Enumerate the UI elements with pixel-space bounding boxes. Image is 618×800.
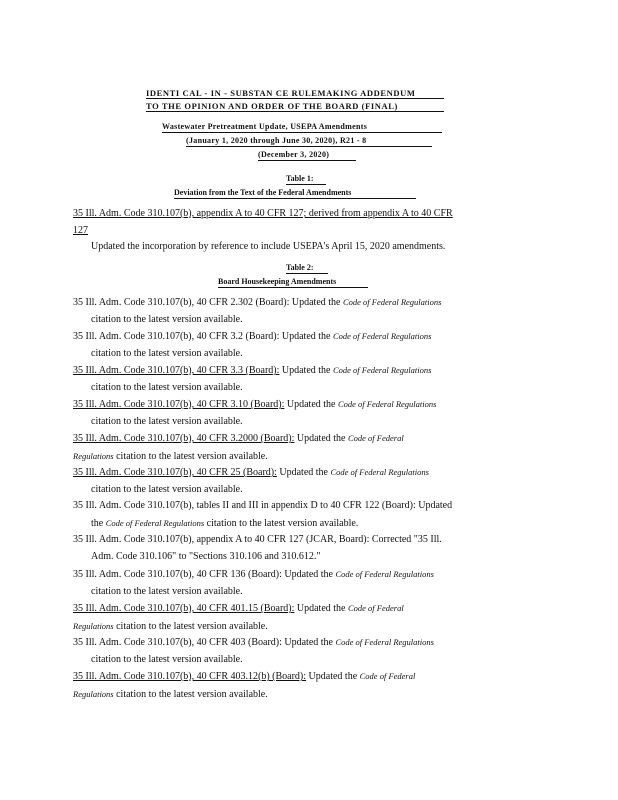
entry-citation: 35 Ill. Adm. Code 310.107(b), 40 CFR 25 (Board): xyxy=(73,467,277,478)
subtitle-line3: (December 3, 2020) xyxy=(258,150,330,159)
subtitle-underline-3 xyxy=(258,160,356,161)
entry-citation: 35 Ill. Adm. Code 310.107(b), 40 CFR 401.15 (Board): xyxy=(73,603,295,614)
entry-citation: 35 Ill. Adm. Code 310.107(b), 40 CFR 136 (Board): xyxy=(73,569,282,580)
table2-entry-11: 35 Ill. Adm. Code 310.107(b), 40 CFR 403 (Board): Updated the Code of Federal Regulations citation to the latest version available. xyxy=(73,637,434,665)
addendum-title-line1: IDENTI CAL - IN - SUBSTAN CE RULEMAKING ADDENDUM xyxy=(146,88,416,98)
subtitle-underline-1 xyxy=(162,132,442,133)
table2-entry-2: 35 Ill. Adm. Code 310.107(b), 40 CFR 3.2 (Board): Updated the Code of Federal Regulations citation to the latest version available. xyxy=(73,331,432,359)
table2-caption-underline xyxy=(218,287,368,288)
table2-label: Table 2: xyxy=(286,263,314,272)
table2-entry-7: 35 Ill. Adm. Code 310.107(b), tables II and III in appendix D to 40 CFR 122 (Board): Updated the Code of Federal Regulations citation to the latest version available. xyxy=(73,500,453,529)
title-underline-1 xyxy=(146,98,444,99)
table1-entry xyxy=(73,206,543,256)
subtitle-underline-2 xyxy=(186,146,432,147)
subtitle-line2: (January 1, 2020 through June 30, 2020), R21 - 8 xyxy=(186,136,367,145)
addendum-title-line2: TO THE OPINION AND ORDER OF THE BOARD (FINAL) xyxy=(146,101,398,111)
table2-entry-10: 35 Ill. Adm. Code 310.107(b), 40 CFR 401.15 (Board): Updated the Code of Federal Regulations citation to the latest version available. xyxy=(73,603,404,632)
table1-caption: Deviation from the Text of the Federal Amendments xyxy=(174,188,352,197)
table2-label-underline xyxy=(286,273,328,274)
title-underline-2 xyxy=(146,111,444,112)
table2-entry-8: 35 Ill. Adm. Code 310.107(b), appendix A to 40 CFR 127 (JCAR, Board): Corrected "35 Ill. Adm. Code 310.106" to "Sections 310.106 and 310.612." xyxy=(73,532,543,565)
table2-entry-5: 35 Ill. Adm. Code 310.107(b), 40 CFR 3.2000 (Board): Updated the Code of Federal Regulations citation to the latest version available. xyxy=(73,433,404,462)
table1-label-underline xyxy=(286,184,326,185)
entry-citation: 35 Ill. Adm. Code 310.107(b), 40 CFR 3.2 (Board): xyxy=(73,331,280,342)
subtitle-line1: Wastewater Pretreatment Update, USEPA Amendments xyxy=(162,122,368,131)
table2-entry-12: 35 Ill. Adm. Code 310.107(b), 40 CFR 403.12(b) (Board): Updated the Code of Federal Regulations citation to the latest version available. xyxy=(73,671,416,700)
table2-entry-4: 35 Ill. Adm. Code 310.107(b), 40 CFR 3.10 (Board): Updated the Code of Federal Regulations citation to the latest version available. xyxy=(73,399,437,427)
entry-citation: 35 Ill. Adm. Code 310.107(b), 40 CFR 3.2000 (Board): xyxy=(73,433,295,444)
entry-citation: 35 Ill. Adm. Code 310.107(b), tables II and III in appendix D to 40 CFR 122 (Board): xyxy=(73,500,416,511)
table2-entry-9: 35 Ill. Adm. Code 310.107(b), 40 CFR 136 (Board): Updated the Code of Federal Regulations citation to the latest version available. xyxy=(73,569,434,597)
entry-citation: 35 Ill. Adm. Code 310.107(b), 40 CFR 3.3 (Board): xyxy=(73,365,280,376)
table1-label: Table 1: xyxy=(286,174,314,183)
entry-citation: 35 Ill. Adm. Code 310.107(b), 40 CFR 403.12(b) (Board): xyxy=(73,671,307,682)
table1-entry-line2: 127 xyxy=(73,224,88,236)
table2-entry-1: 35 Ill. Adm. Code 310.107(b), 40 CFR 2.302 (Board): Updated the Code of Federal Regulations citation to the latest version available. xyxy=(73,297,442,325)
entry-citation: 35 Ill. Adm. Code 310.107(b), 40 CFR 3.10 (Board): xyxy=(73,399,285,410)
table2-caption: Board Housekeeping Amendments xyxy=(218,277,337,286)
table2-entry-6: 35 Ill. Adm. Code 310.107(b), 40 CFR 25 (Board): Updated the Code of Federal Regulations citation to the latest version available. xyxy=(73,467,429,495)
table1-entry-line1: 35 Ill. Adm. Code 310.107(b), appendix A to 40 CFR 127; derived from appendix A to 40 CFR xyxy=(73,208,453,219)
table2-entry-3: 35 Ill. Adm. Code 310.107(b), 40 CFR 3.3 (Board): Updated the Code of Federal Regulations citation to the latest version available. xyxy=(73,365,432,393)
table1-entry-line3: Updated the incorporation by reference to include USEPA's April 15, 2020 amendments. xyxy=(91,241,446,252)
table1-caption-underline xyxy=(174,198,416,199)
entry-citation: 35 Ill. Adm. Code 310.107(b), 40 CFR 2.302 (Board): xyxy=(73,297,290,308)
entry-citation: 35 Ill. Adm. Code 310.107(b), 40 CFR 403 (Board): xyxy=(73,637,282,648)
entry-citation: 35 Ill. Adm. Code 310.107(b), appendix A to 40 CFR 127 (JCAR, Board): Corrected "35 Ill. xyxy=(73,534,442,545)
